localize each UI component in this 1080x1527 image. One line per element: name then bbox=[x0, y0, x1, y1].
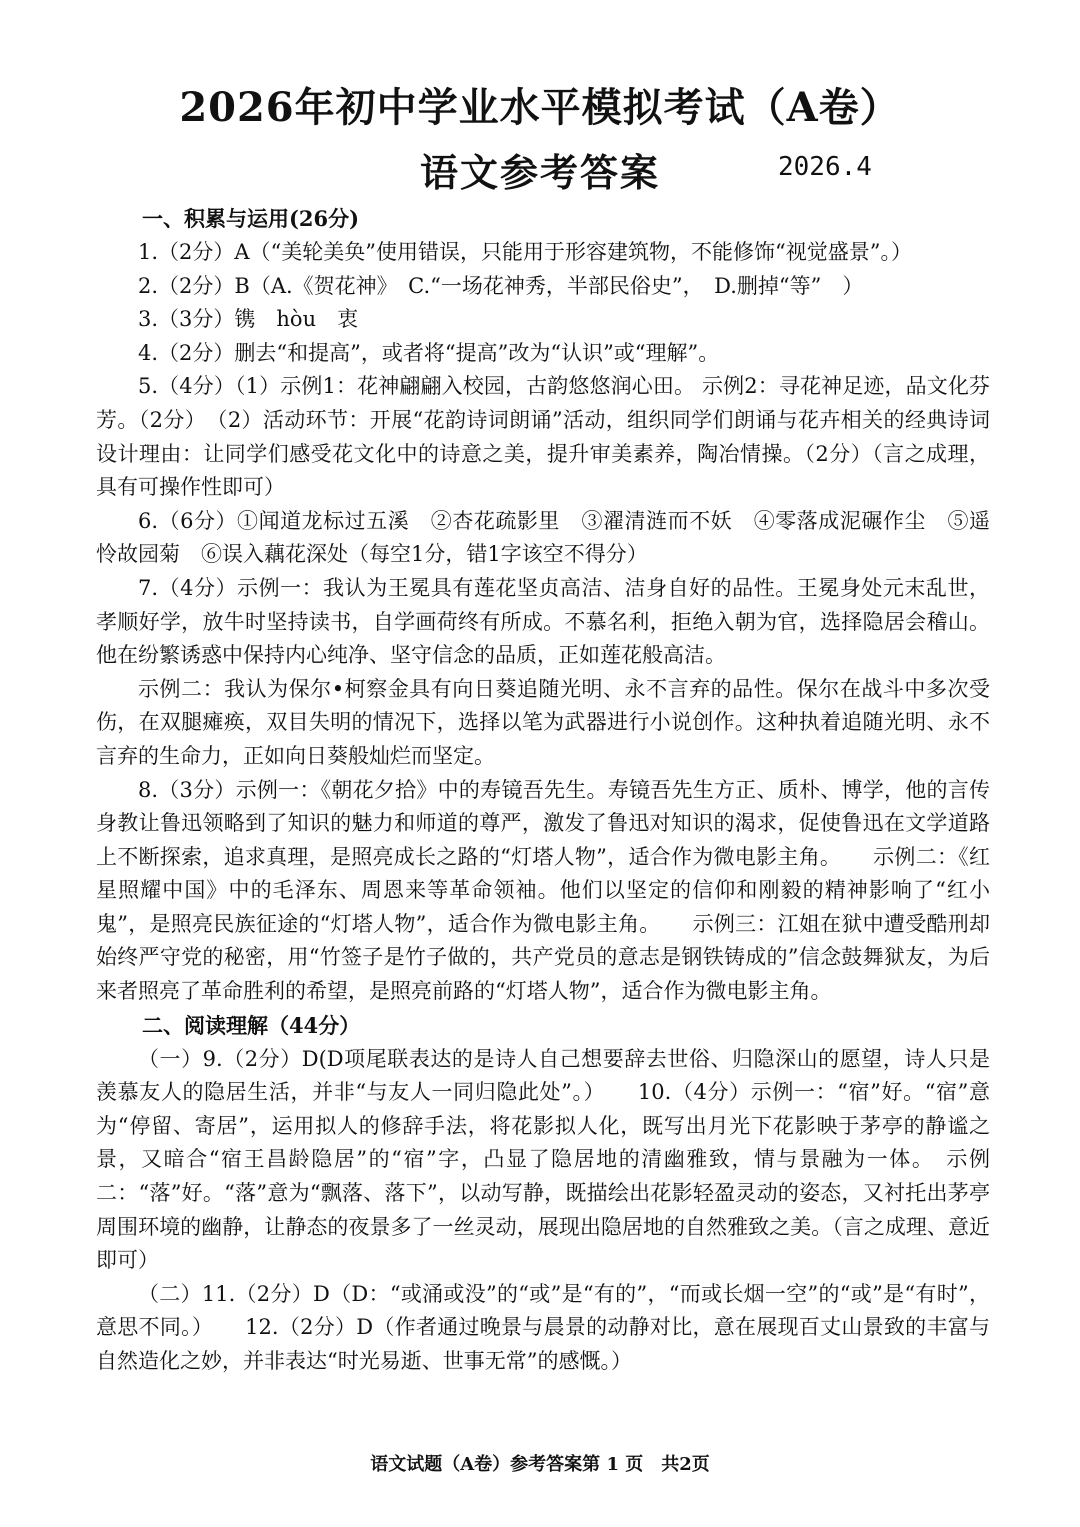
answer-reading-part2: （二）11.（2分）D（D：“或涌或没”的“或”是“有的”，“而或长烟一空”的“或”是“有时”，意思不同。） 12.（2分）D（作者通过晚景与晨景的动静对比，意在展现百丈山景致的丰富与自然造化之妙，并非表达“时光易逝、世事无常”的感慨。） bbox=[96, 1281, 990, 1373]
exam-date: 2026.4 bbox=[778, 152, 872, 182]
answer-q2: 2.（2分）B（A.《贺花神》 C.“一场花神秀，半部民俗史”， D.删掉“等” ） bbox=[138, 273, 864, 298]
answer-q8: 8.（3分）示例一：《朝花夕拾》中的寿镜吾先生。寿镜吾先生方正、质朴、博学，他的言传身教让鲁迅领略到了知识的魅力和师道的尊严，激发了鲁迅对知识的渴求，促使鲁迅在文学道路上不断探索，追求真理，是照亮成长之路的“灯塔人物”，适合作为微电影主角。 示例二：《红星照耀中国》中的毛泽东、周恩来等革命领袖。他们以坚定的信仰和刚毅的精神影响了“红小鬼”，是照亮民族征途的“灯塔人物”，适合作为微电影主角。 示例三：江姐在狱中遭受酷刑却始终严守党的秘密，用“竹签子是竹子做的，共产党员的意志是钢铁铸成的”信念鼓舞狱友，为后来者照亮了革命胜利的希望，是照亮前路的“灯塔人物”，适合作为微电影主角。 bbox=[96, 777, 990, 1004]
answer-q6: 6.（6分）①闻道龙标过五溪 ②杏花疏影里 ③濯清涟而不妖 ④零落成泥碾作尘 ⑤遥怜故园菊 ⑥误入藕花深处（每空1分，错1字该空不得分） bbox=[96, 508, 990, 567]
answer-q7-example2: 示例二：我认为保尔•柯察金具有向日葵追随光明、永不言弃的品性。保尔在战斗中多次受伤，在双腿瘫痪，双目失明的情况下，选择以笔为武器进行小说创作。这种执着追随光明、永不言弃的生命力，正如向日葵般灿烂而坚定。 bbox=[96, 676, 990, 768]
answer-q1: 1.（2分）A（“美轮美奂”使用错误，只能用于形容建筑物，不能修饰“视觉盛景”。） bbox=[138, 240, 913, 264]
answer-reading-part1: （一）9.（2分）D(D项尾联表达的是诗人自己想要辞去世俗、归隐深山的愿望，诗人只是羡慕友人的隐居生活，并非“与友人一同归隐此处”。） 10.（4分）示例一：“宿”好。“宿”意为“停留、寄居”，运用拟人的修辞手法，将花影拟人化，既写出月光下花影映于茅亭的静谧之景，又暗合“宿王昌龄隐居”的“宿”字，凸显了隐居地的清幽雅致，情与景融为一体。 示例二：“落”好。“落”意为“飘落、落下”，以动写静，既描绘出花影轻盈灵动的姿态，又衬托出茅亭周围环境的幽静，让静态的夜景多了一丝灵动，展现出隐居地的自然雅致之美。（言之成理、意近即可） bbox=[96, 1046, 990, 1273]
page-footer: 语文试题（A卷）参考答案第 1 页 共2页 bbox=[370, 1454, 710, 1475]
subtitle-row bbox=[0, 142, 1080, 195]
answer-q4: 4.（2分）删去“和提高”，或者将“提高”改为“认识”或“理解”。 bbox=[138, 340, 720, 365]
answer-q5: 5.（4分）（1）示例1：花神翩翩入校园，古韵悠悠润心田。 示例2：寻花神足迹，品文化芬芳。（2分） （2）活动环节：开展“花韵诗词朗诵”活动，组织同学们朗诵与花卉相关的经典诗词 设计理由：让同学们感受花文化中的诗意之美，提升审美素养，陶冶情操。（2分）（言之成理，具有可操作性即可） bbox=[96, 374, 1032, 500]
answer-content bbox=[96, 202, 1032, 1379]
answer-q7-example1: 7.（4分）示例一：我认为王冕具有莲花坚贞高洁、洁身自好的品性。王冕身处元末乱世，孝顺好学，放牛时坚持读书，自学画荷终有所成。不慕名利，拒绝入朝为官，选择隐居会稽山。他在纷繁诱惑中保持内心纯净、坚守信念的品质，正如莲花般高洁。 bbox=[96, 575, 990, 668]
exam-title: 2026年初中学业水平模拟考试（A卷） bbox=[179, 84, 901, 131]
section-reading-heading: 二、阅读理解（44分） bbox=[142, 1012, 361, 1038]
section-accumulation-heading: 一、积累与运用(26分) bbox=[142, 206, 360, 231]
answer-q3: 3.（3分）镌 hòu 衷 bbox=[138, 307, 359, 332]
answer-key-subtitle: 语文参考答案 bbox=[419, 150, 660, 195]
